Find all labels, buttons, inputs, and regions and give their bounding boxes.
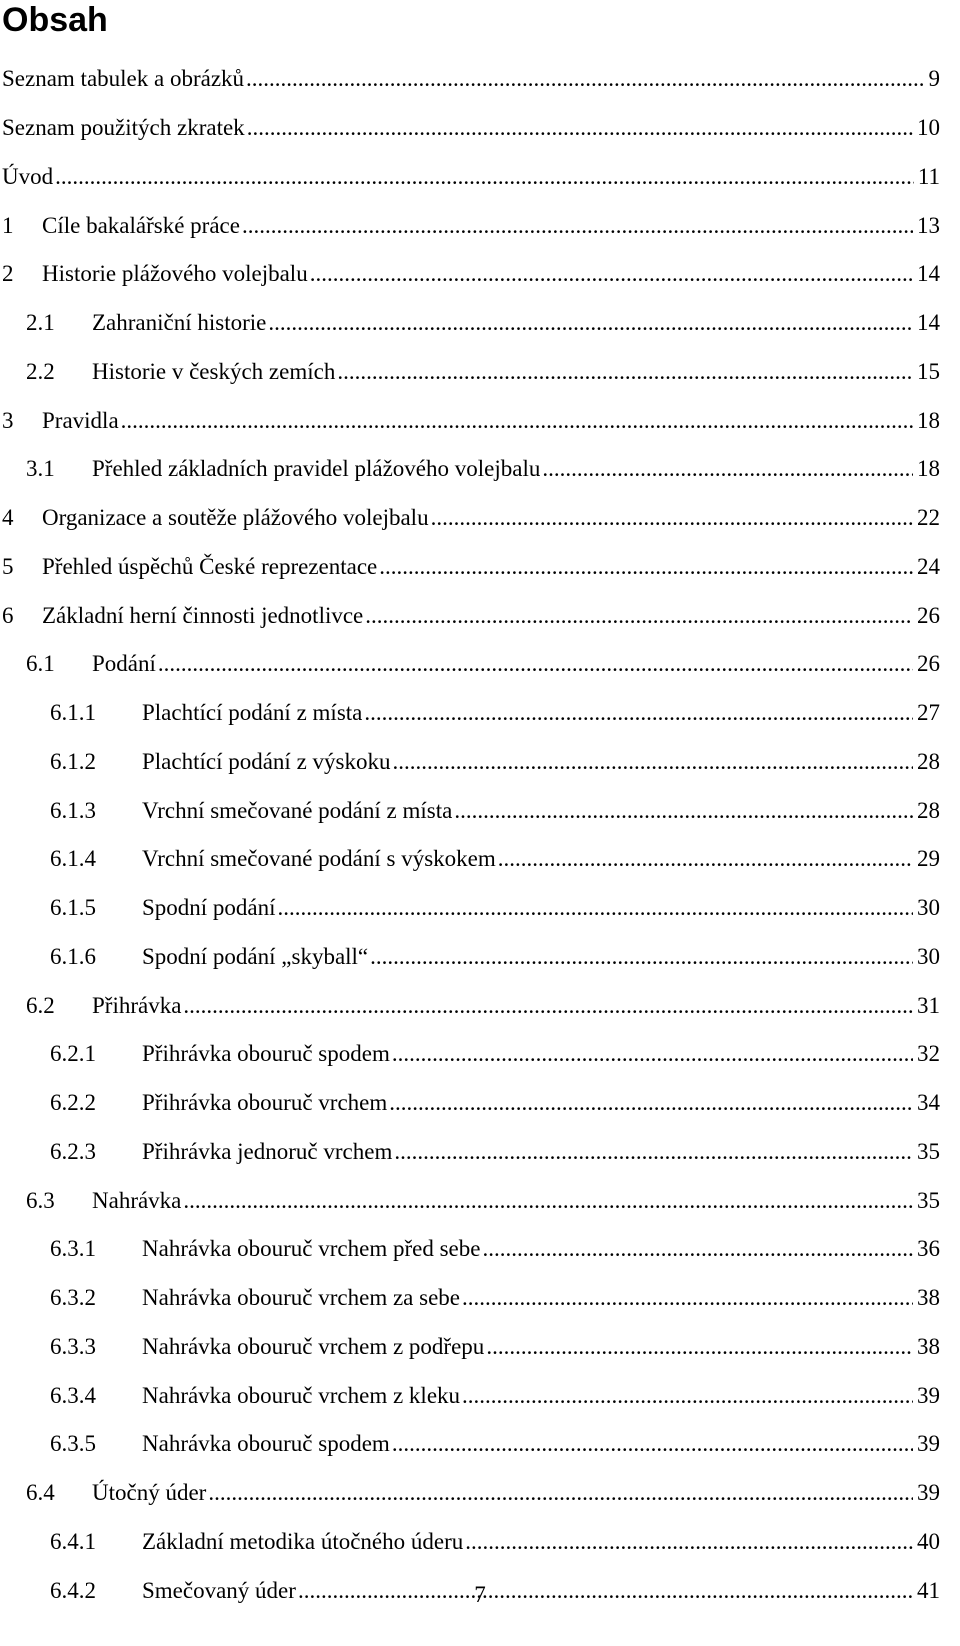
toc-entry-title: Vrchní smečované podání z místa [142,797,453,823]
toc-entry-page: 30 [917,895,940,921]
toc-entry-number: 6.2 [26,992,55,1018]
toc-entry-number: 6.1.4 [50,846,96,872]
toc-entry[interactable] [0,445,940,494]
toc-entry-number: 6.3 [26,1187,55,1213]
toc-entry-title: Nahrávka obouruč spodem [142,1431,390,1457]
toc-entry[interactable] [0,1518,940,1567]
toc-entry-title: Spodní podání [142,895,276,921]
toc-entry-title: Základní herní činnosti jednotlivce [42,602,364,628]
toc-entry-page: 26 [917,651,940,677]
toc-entry-title: Přihrávka obouruč spodem [142,1041,390,1067]
toc-entry-title: Seznam použitých zkratek [2,115,245,141]
toc-entry[interactable] [0,786,940,835]
toc-dot-leader [364,700,913,726]
toc-entry-number: 6 [2,602,14,628]
toc-entry[interactable] [0,1225,940,1274]
toc-entry-page: 39 [917,1382,940,1408]
toc-entry-number: 6.4.2 [50,1577,96,1603]
toc-dot-leader [462,1383,913,1409]
toc-dot-leader [465,1529,913,1555]
toc-entry-page: 35 [917,1187,940,1213]
toc-dot-leader [394,1139,913,1165]
toc-entry-title: Útočný úder [92,1480,207,1506]
toc-entry[interactable] [0,835,940,884]
toc-entry-number: 1 [2,212,14,238]
toc-entry-title: Spodní podání „skyball“ [142,943,369,969]
toc-entry-number: 6.1.5 [50,895,96,921]
toc-entry-title: Základní metodika útočného úderu [142,1528,464,1554]
toc-entry-number: 2.2 [26,358,55,384]
toc-entry[interactable] [0,981,940,1030]
toc-dot-leader [392,1041,913,1067]
toc-entry-page: 15 [917,358,940,384]
toc-entry[interactable] [0,1420,940,1469]
toc-entry-page: 13 [917,212,940,238]
toc-dot-leader [431,505,913,531]
toc-entry[interactable] [0,1128,940,1177]
toc-entry-page: 18 [917,456,940,482]
toc-entry-page: 28 [917,748,940,774]
toc-entry-number: 6.1.6 [50,943,96,969]
toc-entry-page: 14 [917,310,940,336]
toc-entry[interactable] [0,933,940,982]
toc-entry-title: Plachtící podání z výskoku [142,748,391,774]
toc-entry-number: 6.1.1 [50,700,96,726]
toc-entry-page: 39 [917,1431,940,1457]
page-title: Obsah [2,1,108,39]
toc-entry-title: Smečovaný úder [142,1577,296,1603]
toc-entry-page: 34 [917,1090,940,1116]
toc-entry-title: Nahrávka obouruč vrchem z kleku [142,1382,461,1408]
toc-entry-title: Nahrávka [92,1187,182,1213]
toc-dot-leader [246,66,924,92]
toc-dot-leader [183,1188,913,1214]
toc-entry[interactable] [0,543,940,592]
toc-entry-page: 38 [917,1285,940,1311]
toc-entry-page: 18 [917,407,940,433]
toc-entry-title: Přehled úspěchů České reprezentace [42,553,378,579]
toc-entry[interactable] [0,591,940,640]
toc-entry-page: 28 [917,797,940,823]
toc-dot-leader [268,310,913,336]
toc-entry-number: 3.1 [26,456,55,482]
toc-entry-number: 6.1.2 [50,748,96,774]
toc-dot-leader [183,993,913,1019]
toc-entry[interactable] [0,689,940,738]
toc-entry-page: 41 [917,1577,940,1603]
toc-entry-title: Přihrávka obouruč vrchem [142,1090,388,1116]
toc-dot-leader [482,1236,913,1262]
toc-entry-page: 26 [917,602,940,628]
toc-entry-title: Cíle bakalářské práce [42,212,240,238]
toc-entry[interactable] [0,1030,940,1079]
toc-entry[interactable] [0,396,940,445]
toc-dot-leader [337,359,913,385]
toc-entry-number: 6.4.1 [50,1528,96,1554]
toc-entry-page: 35 [917,1138,940,1164]
toc-dot-leader [462,1285,913,1311]
toc-entry-number: 6.1 [26,651,55,677]
toc-entry-title: Organizace a soutěže plážového volejbalu [42,505,429,531]
toc-dot-leader [498,846,913,872]
toc-entry[interactable] [0,1371,940,1420]
toc-entry-number: 6.2.1 [50,1041,96,1067]
toc-dot-leader [55,164,914,190]
toc-entry-page: 30 [917,943,940,969]
toc-entry-page: 9 [928,66,940,92]
toc-entry-title: Přihrávka [92,992,182,1018]
toc-entry-page: 22 [917,505,940,531]
toc-entry[interactable] [0,1274,940,1323]
toc-entry-title: Přehled základních pravidel plážového volejbalu [92,456,541,482]
toc-dot-leader [393,749,914,775]
toc-entry-page: 31 [917,992,940,1018]
toc-entry[interactable] [0,1323,940,1372]
toc-entry-page: 10 [917,115,940,141]
toc-entry-number: 6.4 [26,1480,55,1506]
toc-entry-number: 2.1 [26,310,55,336]
toc-entry-title: Historie v českých zemích [92,358,336,384]
toc-dot-leader [310,261,913,287]
toc-entry-page: 40 [917,1528,940,1554]
table-of-contents [0,55,940,1615]
toc-entry-page: 27 [917,700,940,726]
toc-entry-number: 6.2.3 [50,1138,96,1164]
toc-entry-title: Plachtící podání z místa [142,700,363,726]
page-number: 7 [474,1582,486,1607]
toc-entry-title: Podání [92,651,156,677]
toc-dot-leader [208,1480,913,1506]
toc-entry[interactable] [0,250,940,299]
toc-entry[interactable] [0,884,940,933]
toc-entry-title: Nahrávka obouruč vrchem z podřepu [142,1333,485,1359]
toc-entry-number: 6.1.3 [50,797,96,823]
toc-entry-number: 5 [2,553,14,579]
toc-entry-page: 36 [917,1236,940,1262]
toc-entry[interactable] [0,738,940,787]
toc-entry[interactable] [0,201,940,250]
toc-entry-title: Nahrávka obouruč vrchem před sebe [142,1236,481,1262]
toc-entry[interactable] [0,348,940,397]
toc-dot-leader [370,944,913,970]
toc-dot-leader [379,554,913,580]
toc-entry-page: 14 [917,261,940,287]
toc-entry[interactable] [0,104,940,153]
toc-dot-leader [365,603,913,629]
toc-entry-page: 32 [917,1041,940,1067]
toc-entry-title: Zahraniční historie [92,310,267,336]
toc-entry-title: Pravidla [42,407,119,433]
toc-entry-number: 6.2.2 [50,1090,96,1116]
toc-entry-title: Úvod [2,163,54,189]
toc-dot-leader [247,115,913,141]
toc-entry[interactable] [0,55,940,104]
toc-dot-leader [278,895,913,921]
toc-dot-leader [242,213,913,239]
toc-dot-leader [389,1090,913,1116]
toc-entry-page: 38 [917,1333,940,1359]
toc-entry-page: 24 [917,553,940,579]
toc-dot-leader [121,408,913,434]
toc-entry-title: Vrchní smečované podání s výskokem [142,846,496,872]
toc-dot-leader [158,651,913,677]
toc-entry-number: 6.3.3 [50,1333,96,1359]
toc-dot-leader [392,1431,913,1457]
toc-entry-number: 6.3.4 [50,1382,96,1408]
toc-entry-title: Přihrávka jednoruč vrchem [142,1138,393,1164]
toc-entry[interactable] [0,299,940,348]
toc-entry-number: 4 [2,505,14,531]
toc-entry-page: 29 [917,846,940,872]
toc-entry-title: Historie plážového volejbalu [42,261,308,287]
toc-entry[interactable] [0,1469,940,1518]
toc-entry-number: 3 [2,407,14,433]
toc-entry-title: Nahrávka obouruč vrchem za sebe [142,1285,461,1311]
toc-entry[interactable] [0,640,940,689]
toc-entry[interactable] [0,1079,940,1128]
toc-entry-number: 6.3.2 [50,1285,96,1311]
toc-entry-number: 2 [2,261,14,287]
toc-entry[interactable] [0,153,940,202]
toc-entry-page: 11 [917,163,940,189]
toc-dot-leader [542,456,913,482]
toc-dot-leader [454,798,913,824]
toc-entry-title: Seznam tabulek a obrázků [2,66,245,92]
toc-entry[interactable] [0,1176,940,1225]
toc-entry-page: 39 [917,1480,940,1506]
toc-entry-number: 6.3.1 [50,1236,96,1262]
toc-entry[interactable] [0,494,940,543]
toc-dot-leader [486,1334,913,1360]
toc-entry-number: 6.3.5 [50,1431,96,1457]
